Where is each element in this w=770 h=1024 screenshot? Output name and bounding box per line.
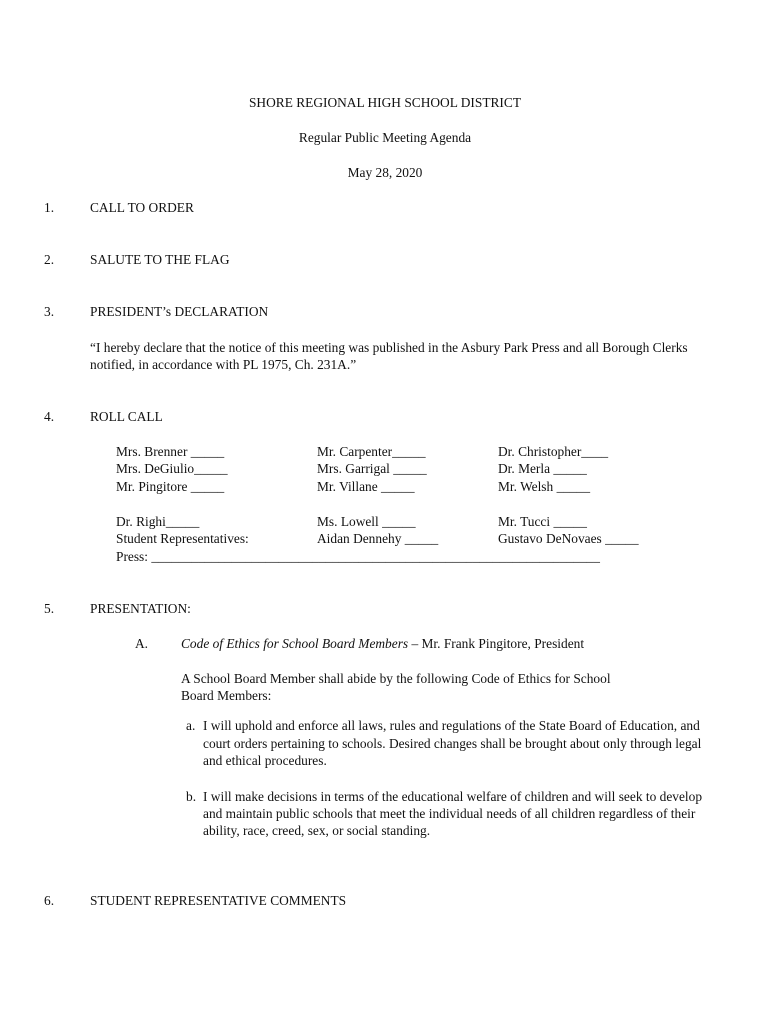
presentation-title-rest: – Mr. Frank Pingitore, President xyxy=(408,636,585,651)
code-point-marker: a. xyxy=(186,718,196,733)
roll-call-entry: Ms. Lowell _____ xyxy=(317,514,416,529)
meeting-date: May 28, 2020 xyxy=(347,165,423,180)
subitem-letter: A. xyxy=(135,636,149,651)
code-intro-line: Board Members: xyxy=(181,688,272,703)
item-number: 3. xyxy=(44,304,55,319)
code-point-line: I will uphold and enforce all laws, rules and regulations of the State Board of Education, and xyxy=(203,718,700,733)
code-point-line: and maintain public schools that meet the individual needs of all children regardless of their xyxy=(203,806,696,821)
item-number: 5. xyxy=(44,601,55,616)
code-point-line: ability, race, creed, sex, or social standing. xyxy=(203,823,431,838)
presentation-title xyxy=(181,635,584,652)
roll-call-entry: Mrs. Brenner _____ xyxy=(116,444,225,459)
roll-call-entry: Dr. Christopher____ xyxy=(498,444,609,459)
roll-call-entry: Mr. Welsh _____ xyxy=(498,479,591,494)
item-title-call-to-order: CALL TO ORDER xyxy=(90,200,194,215)
roll-call-entry: Dr. Merla _____ xyxy=(498,461,587,476)
roll-call-entry: Mr. Carpenter_____ xyxy=(317,444,426,459)
declaration-line: “I hereby declare that the notice of this meeting was published in the Asbury Park Press and all Borough Clerks xyxy=(90,340,688,355)
roll-call-entry: Mrs. DeGiulio_____ xyxy=(116,461,228,476)
item-title-student-representative-comments: STUDENT REPRESENTATIVE COMMENTS xyxy=(90,893,347,908)
code-point-line: court orders pertaining to schools. Desired changes shall be brought about only through legal xyxy=(203,736,702,751)
roll-call-entry: Mr. Villane _____ xyxy=(317,479,415,494)
press-line: Press: ___________________________________________________________________ xyxy=(116,549,600,564)
roll-call-entry: Gustavo DeNovaes _____ xyxy=(498,531,639,546)
item-title-presidents-declaration: PRESIDENT’s DECLARATION xyxy=(90,304,269,319)
roll-call-entry: Mr. Tucci _____ xyxy=(498,514,587,529)
item-number: 2. xyxy=(44,252,55,267)
roll-call-entry: Dr. Righi_____ xyxy=(116,514,200,529)
roll-call-entry: Student Representatives: xyxy=(116,531,249,546)
roll-call-entry: Mrs. Garrigal _____ xyxy=(317,461,427,476)
item-title-salute-flag: SALUTE TO THE FLAG xyxy=(90,252,230,267)
item-title-roll-call: ROLL CALL xyxy=(90,409,163,424)
declaration-line: notified, in accordance with PL 1975, Ch. 231A.” xyxy=(90,357,357,372)
roll-call-entry: Mr. Pingitore _____ xyxy=(116,479,225,494)
code-point-line: I will make decisions in terms of the educational welfare of children and will seek to develop xyxy=(203,789,703,804)
roll-call-entry: Aidan Dennehy _____ xyxy=(317,531,439,546)
code-point-marker: b. xyxy=(186,789,197,804)
district-title: SHORE REGIONAL HIGH SCHOOL DISTRICT xyxy=(248,95,522,110)
item-number: 6. xyxy=(44,893,55,908)
item-number: 4. xyxy=(44,409,55,424)
code-intro-line: A School Board Member shall abide by the following Code of Ethics for School xyxy=(181,671,611,686)
meeting-title: Regular Public Meeting Agenda xyxy=(298,130,472,145)
code-point-line: and ethical procedures. xyxy=(203,753,327,768)
item-title-presentation: PRESENTATION: xyxy=(90,601,191,616)
item-number: 1. xyxy=(44,200,55,215)
presentation-title-italic: Code of Ethics for School Board Members xyxy=(181,636,409,651)
